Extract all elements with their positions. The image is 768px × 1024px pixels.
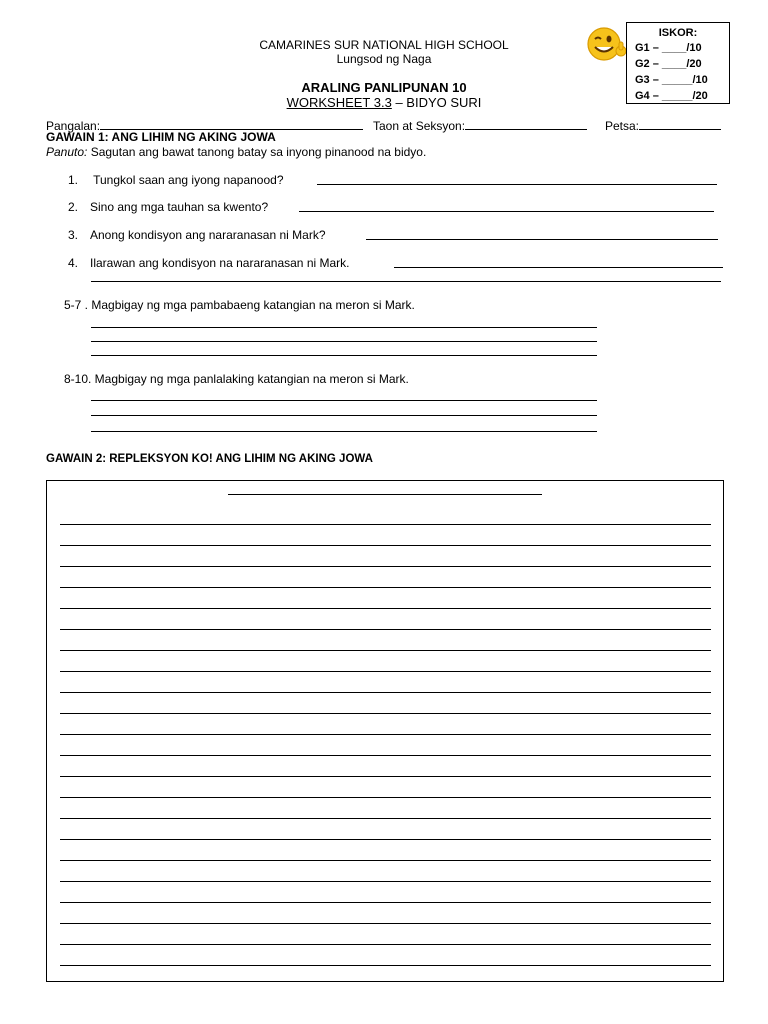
question-number: 3. <box>68 228 79 242</box>
answer-line-6[interactable] <box>91 341 597 342</box>
question-number: 4. <box>68 256 79 270</box>
reflection-line[interactable] <box>60 755 711 756</box>
answer-line-3[interactable] <box>366 239 718 240</box>
reflection-line[interactable] <box>60 881 711 882</box>
date-label: Petsa: <box>605 119 640 133</box>
section-blank[interactable] <box>465 118 587 130</box>
reflection-line[interactable] <box>60 713 711 714</box>
instructions-text: Sagutan ang bawat tanong batay sa inyong pinanood na bidyo. <box>87 145 427 159</box>
answer-line-1[interactable] <box>317 184 717 185</box>
reflection-line[interactable] <box>60 629 711 630</box>
reflection-line[interactable] <box>60 776 711 777</box>
question-text: Tungkol saan ang iyong napanood? <box>93 173 284 187</box>
worksheet-subtitle: – BIDYO SURI <box>391 95 482 110</box>
reflection-line[interactable] <box>60 650 711 651</box>
reflection-line[interactable] <box>60 944 711 945</box>
reflection-line[interactable] <box>60 965 711 966</box>
answer-line-9[interactable] <box>91 415 597 416</box>
answer-line-2[interactable] <box>299 211 714 212</box>
instructions-label: Panuto: <box>46 145 88 159</box>
answer-line-4b[interactable] <box>91 281 721 282</box>
answer-line-7[interactable] <box>91 355 597 356</box>
reflection-title-line[interactable] <box>228 494 542 495</box>
gawain2-title: GAWAIN 2: REPLEKSYON KO! ANG LIHIM NG AKING JOWA <box>46 453 373 465</box>
reflection-line[interactable] <box>60 608 711 609</box>
question-text: Ilarawan ang kondisyon na nararanasan ni Mark. <box>90 256 350 270</box>
gawain1-title: GAWAIN 1: ANG LIHIM NG AKING JOWA <box>46 130 276 144</box>
reflection-line[interactable] <box>60 671 711 672</box>
score-row-g1: G1 – ____/10 <box>635 42 702 54</box>
question-number: 2. <box>68 200 79 214</box>
answer-line-8[interactable] <box>91 400 597 401</box>
reflection-line[interactable] <box>60 734 711 735</box>
score-title: ISKOR: <box>658 27 698 39</box>
reflection-line[interactable] <box>60 818 711 819</box>
reflection-line[interactable] <box>60 545 711 546</box>
date-blank[interactable] <box>639 118 721 130</box>
subject-title: ARALING PANLIPUNAN 10 <box>301 80 467 95</box>
date-field-group <box>605 118 721 133</box>
reflection-line[interactable] <box>60 692 711 693</box>
reflection-box <box>46 480 724 982</box>
section-field-group <box>373 118 587 133</box>
question-2 <box>68 200 268 214</box>
reflection-line[interactable] <box>60 524 711 525</box>
answer-line-10[interactable] <box>91 431 597 432</box>
answer-line-4a[interactable] <box>394 267 723 268</box>
score-row-g2: G2 – ____/20 <box>635 58 702 70</box>
score-row-g3: G3 – _____/10 <box>635 74 708 86</box>
question-number: 1. <box>68 173 79 187</box>
question-text: Anong kondisyon ang nararanasan ni Mark? <box>90 228 326 242</box>
reflection-line[interactable] <box>60 797 711 798</box>
name-blank[interactable] <box>100 118 363 130</box>
winking-thumbs-up-emoji-icon <box>584 24 628 64</box>
reflection-line[interactable] <box>60 566 711 567</box>
instructions <box>46 145 426 159</box>
score-box <box>626 22 730 104</box>
score-row-g4: G4 – _____/20 <box>635 90 708 102</box>
answer-line-5[interactable] <box>91 327 597 328</box>
worksheet-code: WORKSHEET 3.3 <box>286 95 392 110</box>
reflection-line[interactable] <box>60 587 711 588</box>
city-name: Lungsod ng Naga <box>336 52 432 66</box>
question-5-7: 5-7 . Magbigay ng mga pambabaeng katangian na meron si Mark. <box>64 298 415 312</box>
question-text: Sino ang mga tauhan sa kwento? <box>90 200 269 214</box>
question-4 <box>68 256 350 270</box>
section-label: Taon at Seksyon: <box>373 119 466 133</box>
reflection-line[interactable] <box>60 839 711 840</box>
reflection-line[interactable] <box>60 860 711 861</box>
school-name: CAMARINES SUR NATIONAL HIGH SCHOOL <box>259 38 509 52</box>
question-1 <box>68 173 284 187</box>
reflection-line[interactable] <box>60 902 711 903</box>
question-3 <box>68 228 326 242</box>
question-8-10: 8-10. Magbigay ng mga panlalaking katangian na meron si Mark. <box>64 372 409 386</box>
name-label: Pangalan: <box>46 119 101 133</box>
reflection-line[interactable] <box>60 923 711 924</box>
